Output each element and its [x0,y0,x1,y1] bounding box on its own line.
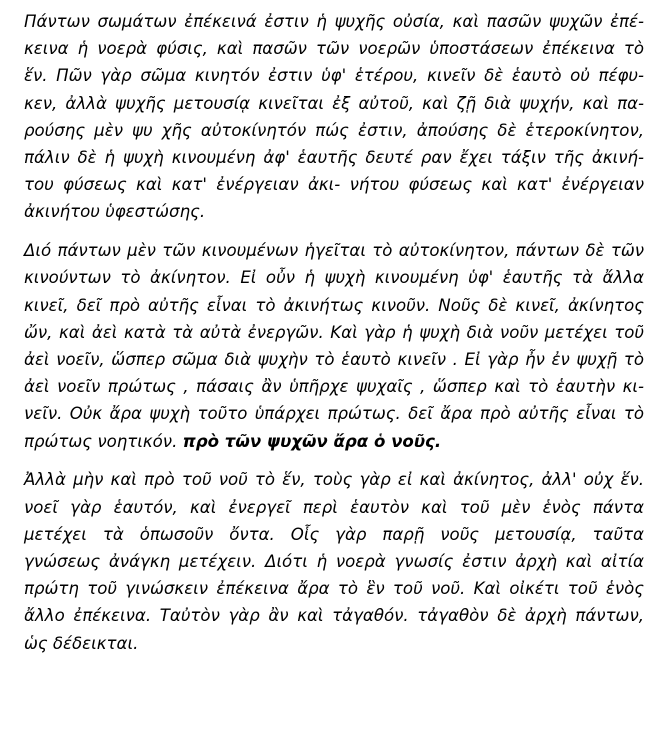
text-line: ἀεὶ νοεῖν, ὥσπερ σῶμα διὰ ψυχὴν τὸ ἑαυτὸ κινεῖν . Εἰ γὰρ ἦν ἐν ψυχῇ τὸ [24,349,644,369]
text-line: μετέχει τὰ ὁπωσοῦν ὄντα. Οἷς γὰρ παρῇ νοῦς μετουσίᾳ, ταῦτα [24,524,644,544]
text-line: ὤν, καὶ ἀεὶ κατὰ τὰ αὐτὰ ἐνεργῶν. Καὶ γὰρ ἡ ψυχὴ διὰ νοῦν μετέχει τοῦ [24,322,644,342]
text-line: ἕν. Πῶν γὰρ σῶμα κινητόν ἐστιν ὑφ' ἑτέρου, κινεῖν δὲ ἑαυτὸ οὐ πέφυ- [24,66,644,86]
text-line: γνώσεως ἀνάγκη μετέχειν. Διότι ἡ νοερὰ γνωσίς ἐστιν ἀρχὴ καὶ αἰτία [24,551,644,571]
text-line: ἄλλο ἐπέκεινα. Ταὐτὸν γὰρ ἂν καὶ τἀγαθόν. τἀγαθὸν δὲ ἀρχὴ πάντων, [24,606,644,626]
text-line: κεν, ἀλλὰ ψυχῆς μετουσίᾳ κινεῖται ἐξ αὐτοῦ, καὶ ζῇ διὰ ψυχήν, καὶ πα- [24,93,644,113]
paragraph-2 [24,237,644,455]
bold-emphasis: πρὸ τῶν ψυχῶν ἄρα ὁ νοῦς. [182,431,442,451]
text-line: Πάντων σωμάτων ἐπέκεινά ἐστιν ἡ ψυχῆς οὐσία, καὶ πασῶν ψυχῶν ἐπέ- [24,12,644,31]
text-line: ἀκινήτου ὑφεστώσης. [24,202,206,222]
text-line: του φύσεως καὶ κατ' ἐνέργειαν ἀκι- νήτου φύσεως καὶ κατ' ἐνέργειαν [24,175,644,195]
plain-text: πρώτως νοητικόν. [24,431,178,451]
text-line: Διό πάντων μὲν τῶν κινουμένων ἡγεῖται τὸ αὐτοκίνητον, πάντων δὲ τῶν [24,241,644,261]
text-line: νοεῖ γὰρ ἑαυτόν, καὶ ἐνεργεῖ περὶ ἑαυτὸν καὶ τοῦ μὲν ἑνὸς πάντα [24,497,644,517]
paragraph-1 [24,8,644,226]
text-line: ἀεὶ νοεῖν πρώτως , πάσαις ἂν ὑπῆρχε ψυχαῖς , ὥσπερ καὶ τὸ ἑαυτὴν κι- [24,377,644,397]
text-line: πάλιν δὲ ἡ ψυχὴ κινουμένη ἀφ' ἑαυτῆς δευτέ ραν ἔχει τάξιν τῆς ἀκινή- [24,147,644,167]
document-page [24,8,644,657]
text-line: κινούντων τὸ ἀκίνητον. Εἰ οὖν ἡ ψυχὴ κινουμένη ὑφ' ἑαυτῆς τὰ ἄλλα [24,268,644,288]
text-line-with-bold [24,428,644,455]
text-line: πρώτη τοῦ γινώσκειν ἐπέκεινα ἄρα τὸ ἓν τοῦ νοῦ. Καὶ οἰκέτι τοῦ ἑνὸς [24,579,644,599]
text-line: κινεῖ, δεῖ πρὸ αὐτῆς εἶναι τὸ ἀκινήτως κινοῦν. Νοῦς δὲ κινεῖ, ἀκίνητος [24,295,644,315]
text-line: ὡς δέδεικται. [24,633,139,653]
text-line: νεῖν. Οὐκ ἄρα ψυχὴ τοῦτο ὑπάρχει πρώτως. δεῖ ἄρα πρὸ αὐτῆς εἶναι τὸ [24,404,644,424]
text-line: Ἀλλὰ μὴν καὶ πρὸ τοῦ νοῦ τὸ ἕν, τοὺς γὰρ εἰ καὶ ἀκίνητος, ἀλλ' οὐχ ἕν. [24,470,644,490]
text-line: ρούσης μὲν ψυ χῆς αὐτοκίνητόν πώς ἐστιν, ἀπούσης δὲ ἑτεροκίνητον, [24,120,644,140]
text-line: κεινα ἡ νοερὰ φύσις, καὶ πασῶν τῶν νοερῶν ὑποστάσεων ἐπέκεινα τὸ [24,39,644,59]
paragraph-3 [24,466,644,656]
